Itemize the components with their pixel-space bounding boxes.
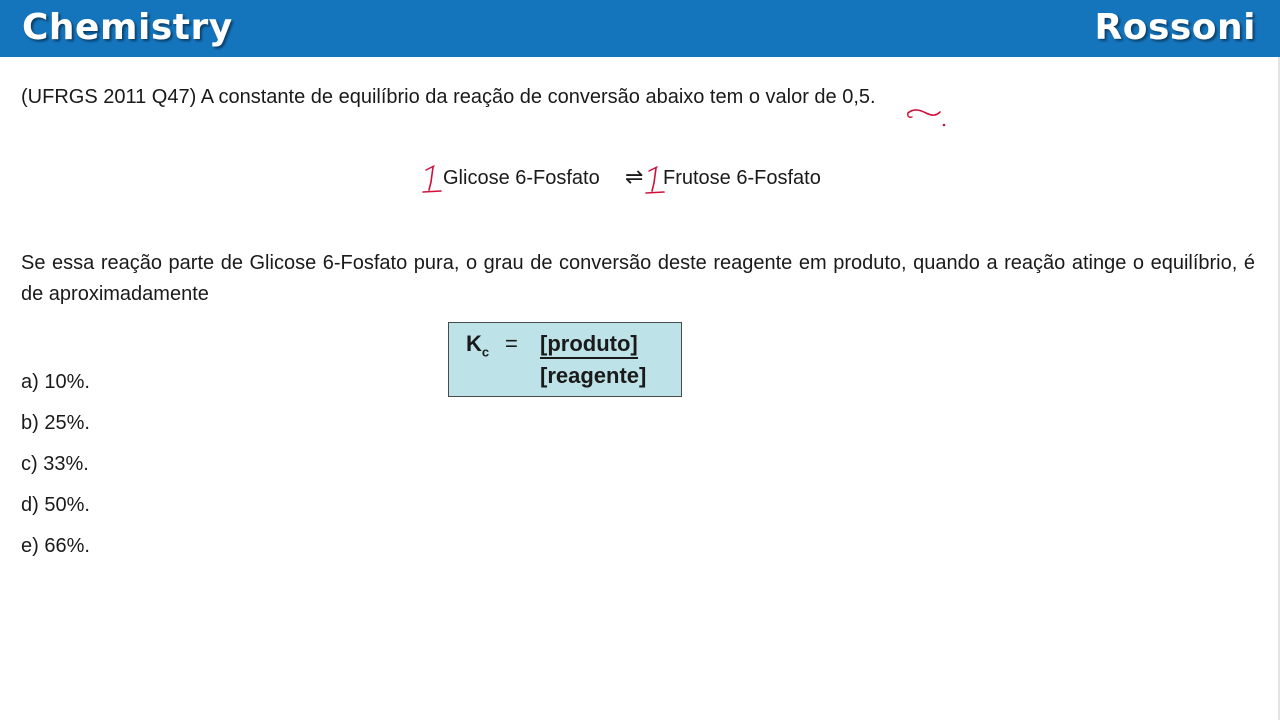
kc-subscript: c — [481, 344, 490, 360]
option-b[interactable]: b) 25%. — [21, 412, 90, 434]
equilibrium-arrow: ⇌ — [625, 164, 644, 189]
product: Frutose 6-Fosfato — [663, 167, 821, 189]
header-title: Chemistry — [22, 7, 233, 48]
kc-symbol: $K_c$ — [466, 331, 490, 360]
answer-options — [21, 362, 90, 567]
question-text — [21, 84, 876, 110]
header-bar — [0, 0, 1280, 57]
question-prefix: (UFRGS 2011 Q47) A constante de equilíbrio da reação de conversão abaixo tem o valor de — [21, 86, 843, 108]
reactant: Glicose 6-Fosfato — [443, 167, 600, 189]
reaction-equation — [420, 164, 860, 196]
formula-equals: = — [505, 331, 518, 356]
header-brand: Rossoni — [1094, 7, 1256, 48]
formula-numerator: [produto] — [540, 331, 638, 359]
option-a[interactable]: a) 10%. — [21, 371, 90, 393]
option-e[interactable]: e) 66%. — [21, 535, 90, 557]
equilibrium-value: 0,5. — [842, 86, 876, 108]
option-c[interactable]: c) 33%. — [21, 453, 89, 475]
question-statement: Se essa reação parte de Glicose 6-Fosfato pura, o grau de conversão deste reagente em produto, quando a reação atinge o equilíbrio, é de aproximadamente — [21, 252, 1255, 305]
kc-formula-box — [448, 322, 682, 397]
option-d[interactable]: d) 50%. — [21, 494, 90, 516]
formula-denominator: [reagente] — [540, 363, 647, 388]
